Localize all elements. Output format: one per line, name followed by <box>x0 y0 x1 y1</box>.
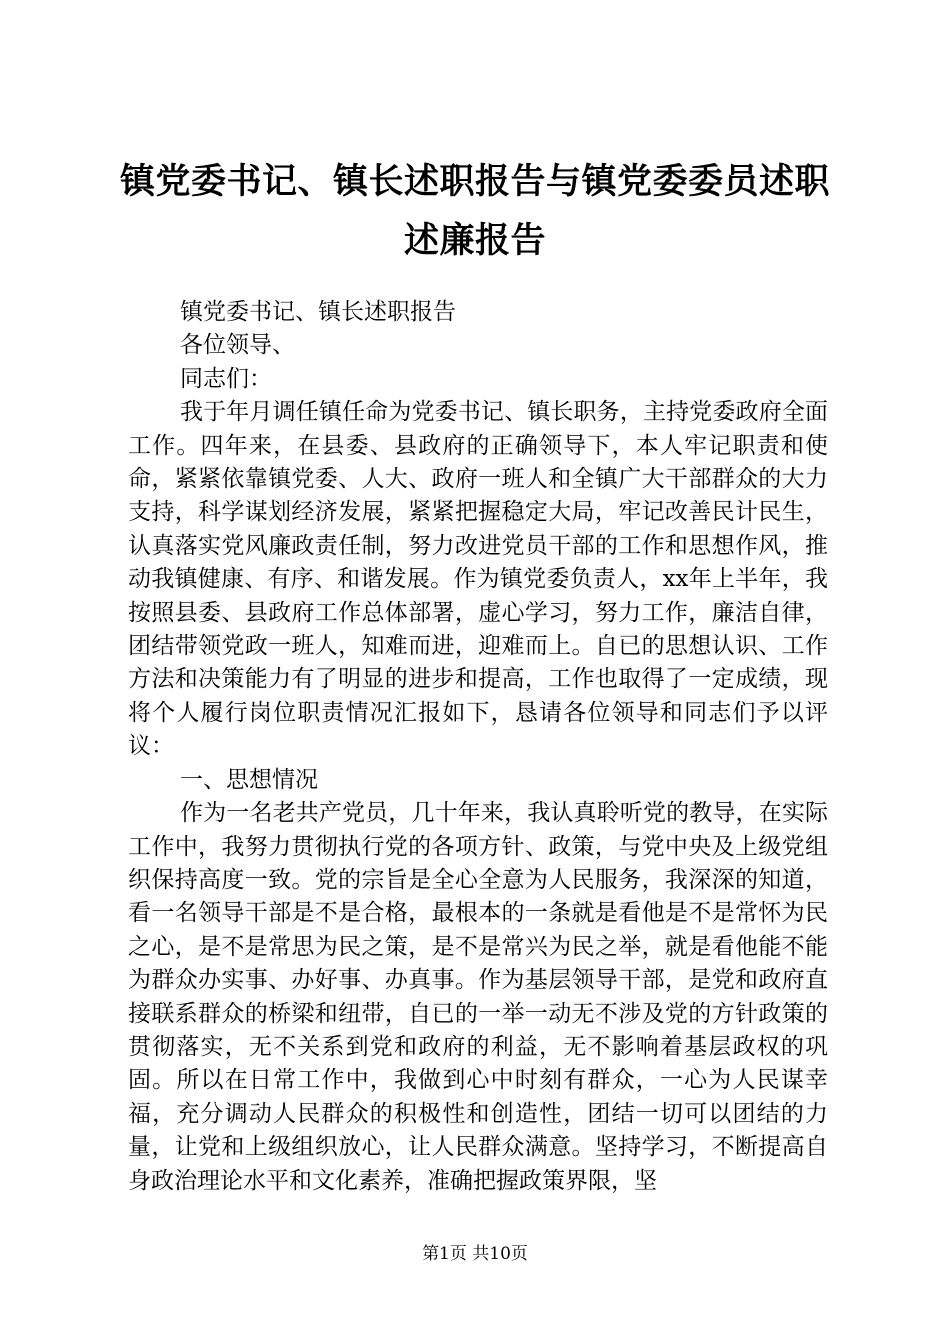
page-footer: 第1页 共10页 <box>422 1244 528 1264</box>
report-subtitle: 镇党委书记、镇长述职报告 <box>180 299 456 325</box>
document-title-line-2: 述廉报告 <box>403 220 546 261</box>
document-body <box>128 296 828 1198</box>
salutation-line-1: 各位领导、 <box>180 332 295 359</box>
body-paragraph: 我于年月调任镇任命为党委书记、镇长职务，主持党委政府全面工作。四年来，在县委、县政府的正确领导下，本人牢记职责和使命，紧紧依靠镇党委、人大、政府一班人和全镇广大干部群众的大力支持，科学谋划经济发展，紧紧把握稳定大局，牢记改善民计民生，认真落实党风廉政责任制，努力改进党员干部的工作和思想作风，推动我镇健康、有序、和谐发展。作为镇党委负责人，xx年上半年，我按照县委、县政府工作总体部署，虚心学习，努力工作，廉洁自律，团结带领党政一班人，知难而进，迎难而上。自已的思想认识、工作方法和决策能力有了明显的进步和提高，工作也取得了一定成绩，现将个人履行岗位职责情况汇报如下，恳请各位领导和同志们予以评议： <box>128 399 828 760</box>
body-paragraph: 作为一名老共产党员，几十年来，我认真聆听党的教导，在实际工作中，我努力贯彻执行党的各项方针、政策，与党中央及上级党组织保持高度一致。党的宗旨是全心全意为人民服务，我深深的知道，看一名领导干部是不是合格，最根本的一条就是看他是不是常怀为民之心，是不是常思为民之策，是不是常兴为民之举，就是看他能不能为群众办实事、办好事、办真事。作为基层领导干部，是党和政府直接联系群众的桥梁和纽带，自已的一举一动无不涉及党的方针政策的贯彻落实，无不关系到党和政府的利益，无不影响着基层政权的巩固。所以在日常工作中，我做到心中时刻有群众，一心为人民谋幸福，充分调动人民群众的积极性和创造性，团结一切可以团结的力量，让党和上级组织放心，让人民群众满意。坚持学习，不断提高自身政治理论水平和文化素养，准确把握政策界限，坚 <box>128 800 828 1194</box>
document-title-line-1: 镇党委书记、镇长述职报告与镇党委委员述职 <box>119 161 830 202</box>
salutation-line-2: 同志们： <box>180 365 272 392</box>
section-heading: 一、思想情况 <box>180 766 318 793</box>
